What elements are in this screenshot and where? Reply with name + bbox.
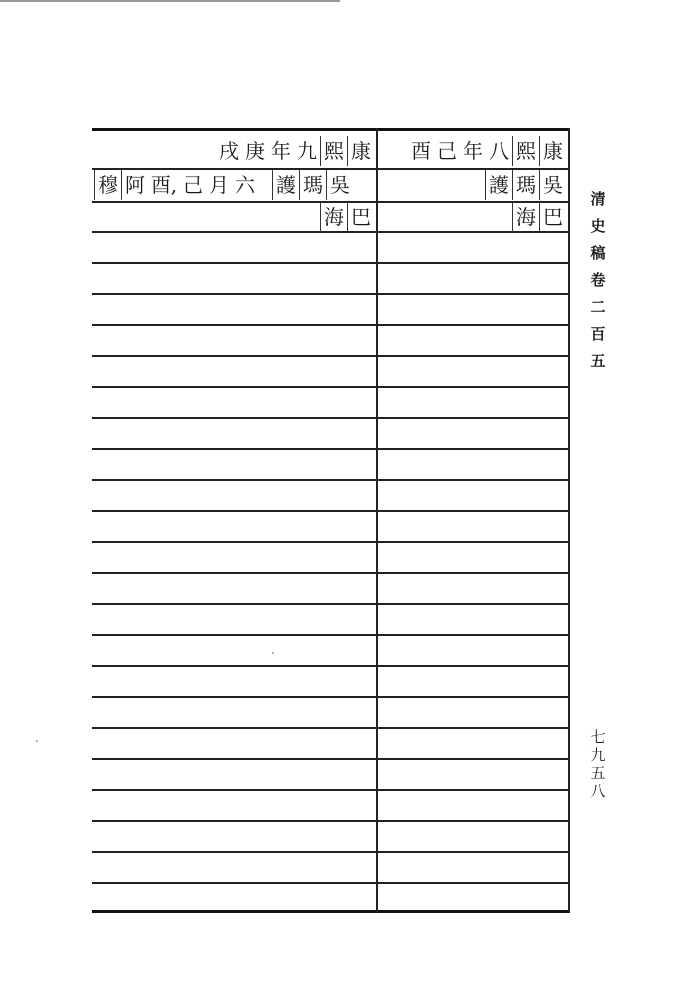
blank-row-rule	[378, 479, 568, 481]
page-number-char: 七	[590, 728, 606, 746]
title-char: 二	[590, 298, 606, 316]
official-roster-table	[92, 128, 570, 914]
blank-row-rule	[92, 448, 376, 450]
blank-row-rule	[92, 541, 376, 543]
left-year-char-2: 熙	[320, 136, 347, 166]
left-row2-char-1: 巴	[347, 202, 374, 232]
blank-row-rule	[92, 262, 376, 264]
blank-row-rule	[378, 510, 568, 512]
blank-row-rule	[92, 665, 376, 667]
blank-row-rule	[92, 696, 376, 698]
blank-row-rule	[92, 417, 376, 419]
blank-row-rule	[378, 665, 568, 667]
right-year-char-3: 八	[489, 139, 509, 163]
left-note-char-3: 己	[183, 173, 203, 197]
blank-row-rule	[92, 572, 376, 574]
right-row1-name	[378, 170, 566, 200]
left-row1-char-1: 吳	[326, 170, 353, 200]
left-row1-char-3: 護	[272, 170, 299, 200]
right-year-char-5: 己	[437, 139, 457, 163]
blank-row-rule	[378, 448, 568, 450]
blank-row-rule	[378, 324, 568, 326]
left-note-char-1: 六	[235, 173, 255, 197]
blank-row-rule	[92, 634, 376, 636]
left-year-char-3: 九	[297, 139, 317, 163]
left-year-char-4: 年	[271, 139, 291, 163]
right-year-header	[378, 136, 566, 166]
right-row2-char-2: 海	[512, 202, 539, 232]
page-number-vertical	[588, 728, 608, 800]
blank-row-rule	[92, 727, 376, 729]
blank-row-rule	[378, 789, 568, 791]
blank-row-rule	[92, 603, 376, 605]
title-char: 卷	[590, 271, 606, 289]
left-note-char-2: 月	[209, 173, 229, 197]
left-row2-name	[94, 202, 374, 232]
left-row1-char-2: 瑪	[299, 170, 326, 200]
page-number-char: 五	[590, 764, 606, 782]
table-bottom-rule	[92, 910, 570, 913]
right-year-char-2: 熙	[512, 136, 539, 166]
blank-row-rule	[378, 603, 568, 605]
scan-speck	[272, 652, 274, 654]
right-row1-char-2: 瑪	[512, 170, 539, 200]
left-row1	[94, 170, 374, 200]
blank-row-rule	[378, 696, 568, 698]
right-row1-char-3: 護	[485, 170, 512, 200]
blank-row-rule	[92, 882, 376, 884]
blank-row-rule	[92, 386, 376, 388]
right-year-char-6: 酉	[411, 139, 431, 163]
blank-row-rule	[92, 789, 376, 791]
left-note-char-6: 穆	[94, 170, 121, 200]
left-note-char-5: 阿	[121, 170, 148, 200]
right-year-char-1: 康	[539, 136, 566, 166]
blank-row-rule	[92, 355, 376, 357]
blank-row-rule	[92, 758, 376, 760]
blank-row-rule	[378, 851, 568, 853]
blank-row-rule	[378, 417, 568, 419]
left-year-char-6: 戌	[219, 139, 239, 163]
blank-row-rule	[92, 510, 376, 512]
blank-row-rule	[378, 293, 568, 295]
scan-speck	[36, 740, 38, 742]
table-right-border	[568, 128, 570, 912]
title-char: 清	[590, 190, 606, 208]
title-char: 史	[590, 217, 606, 235]
blank-row-rule	[92, 293, 376, 295]
blank-row-rule	[378, 355, 568, 357]
page-number-char: 九	[590, 746, 606, 764]
table-top-rule	[92, 128, 570, 131]
blank-row-rule	[92, 324, 376, 326]
blank-row-rule	[92, 851, 376, 853]
right-row2-char-1: 巴	[539, 202, 566, 232]
blank-row-rule	[378, 634, 568, 636]
left-row2-char-2: 海	[320, 202, 347, 232]
left-year-char-5: 庚	[245, 139, 265, 163]
right-year-char-4: 年	[463, 139, 483, 163]
right-row1-char-1: 吳	[539, 170, 566, 200]
blank-row-rule	[378, 541, 568, 543]
right-row2-name	[378, 202, 566, 232]
blank-row-rule	[378, 820, 568, 822]
blank-row-rule	[378, 572, 568, 574]
blank-row-rule	[378, 727, 568, 729]
title-char: 五	[590, 352, 606, 370]
blank-row-rule	[378, 386, 568, 388]
page-number-char: 八	[590, 782, 606, 800]
title-char: 百	[590, 325, 606, 343]
blank-row-rule	[92, 820, 376, 822]
blank-row-rule	[378, 262, 568, 264]
left-note-char-4: 酉,	[150, 173, 178, 197]
blank-row-rule	[378, 882, 568, 884]
title-char: 稿	[590, 244, 606, 262]
blank-row-rule	[92, 479, 376, 481]
book-title-vertical	[587, 186, 609, 375]
page-top-edge	[0, 0, 340, 2]
blank-row-rule	[378, 758, 568, 760]
left-year-char-1: 康	[347, 136, 374, 166]
left-year-header	[94, 136, 374, 166]
column-divider	[376, 128, 378, 912]
